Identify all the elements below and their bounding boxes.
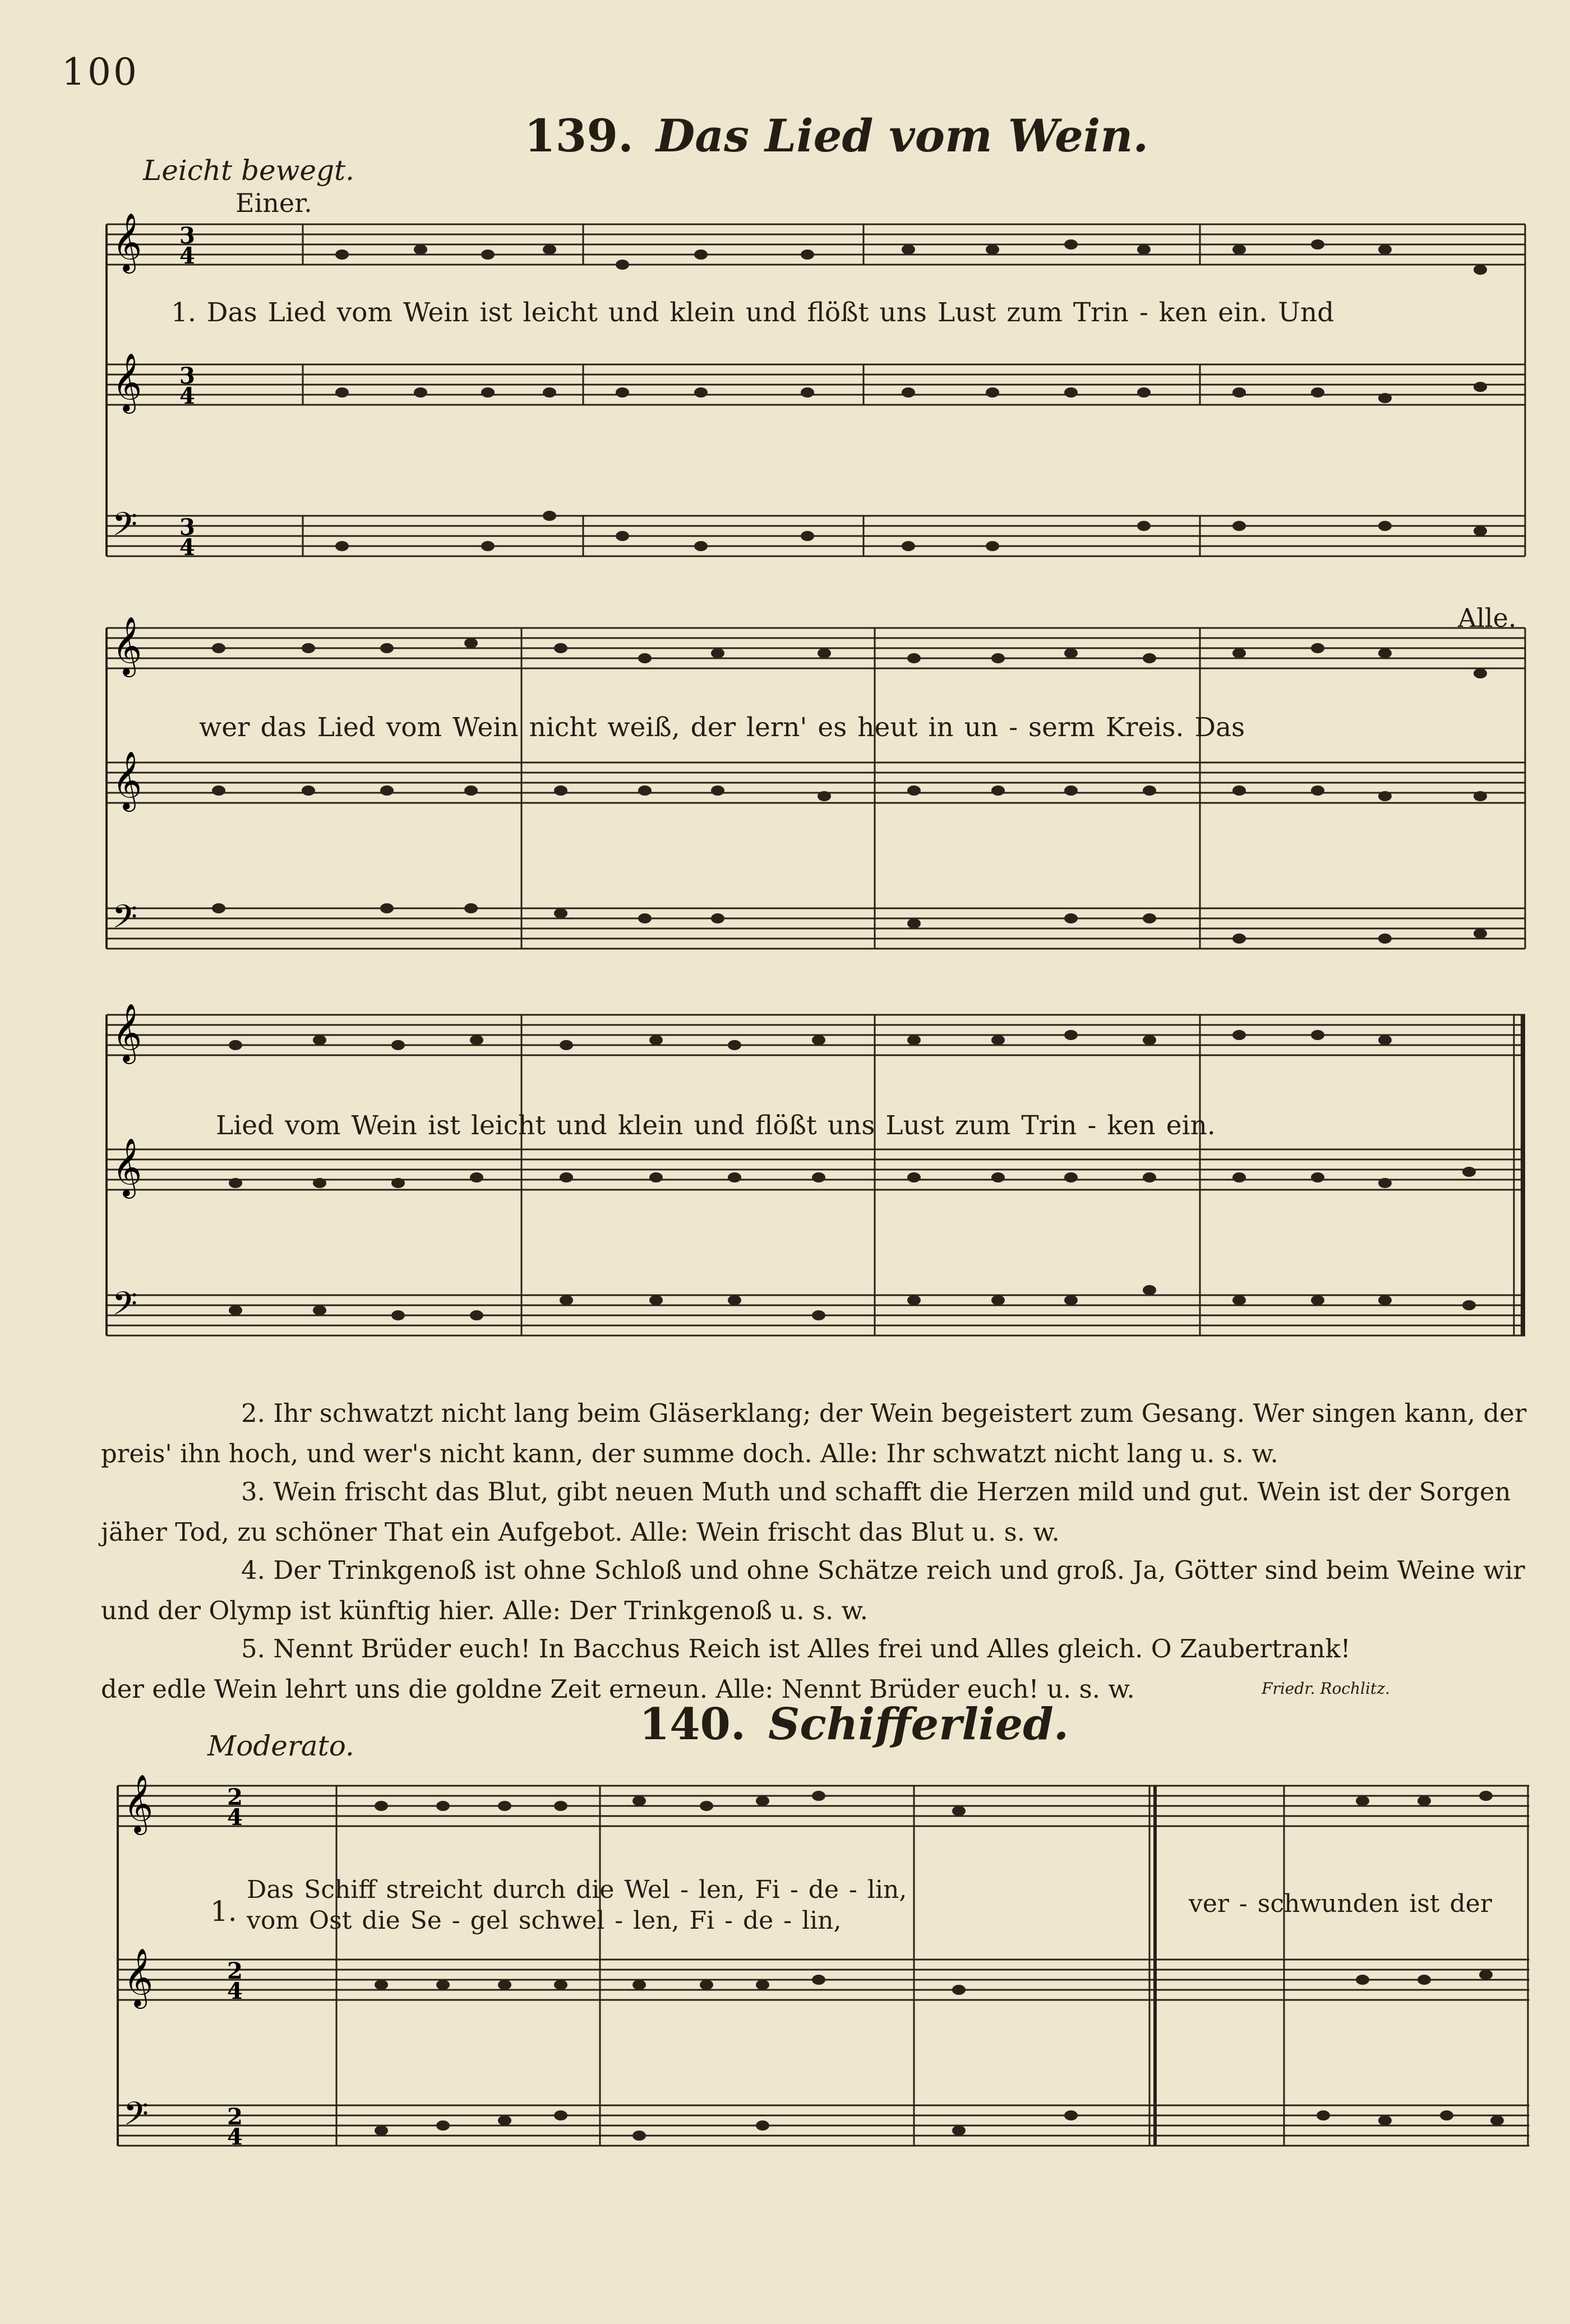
svg-text:4: 4 xyxy=(227,2124,243,2150)
tutti-label: Alle. xyxy=(1458,603,1517,633)
song-139-tempo: Leicht bewegt. xyxy=(143,154,354,187)
system-2 xyxy=(107,616,1525,949)
song-140-verse-number: 1. xyxy=(210,1895,237,1928)
svg-text:4: 4 xyxy=(227,1978,243,2004)
system-1 xyxy=(107,212,1525,561)
song-140-lyrics-c: ver - schwunden ist der xyxy=(1189,1889,1492,1918)
author-credit: Friedr. Rochlitz. xyxy=(1262,1679,1390,1698)
verse-4: 4. Der Trinkgenoß ist ohne Schloß und ohne Schätze reich und groß. Ja, Götter sind beim Weine wir und der Olymp ist künftig hier. Alle: Der Trinkgenoß u. s. w. xyxy=(101,1555,1525,1625)
svg-text:𝄢: 𝄢 xyxy=(112,898,138,944)
svg-text:2: 2 xyxy=(227,2104,243,2130)
song-140-tempo: Moderato. xyxy=(207,1730,354,1762)
song-139-name: Das Lied vom Wein. xyxy=(655,109,1149,162)
svg-text:𝄢: 𝄢 xyxy=(123,2095,149,2141)
svg-text:𝄞: 𝄞 xyxy=(112,1138,142,1196)
song-140-title xyxy=(639,1699,1069,1750)
svg-text:3: 3 xyxy=(179,514,195,540)
svg-text:𝄞: 𝄞 xyxy=(123,1948,154,2007)
svg-text:4: 4 xyxy=(179,383,195,409)
svg-text:4: 4 xyxy=(227,1804,243,1831)
svg-text:𝄞: 𝄞 xyxy=(112,353,142,412)
song-139-lyrics-line-3: Lied vom Wein ist leicht und klein und flößt uns Lust zum Trin - ken ein. xyxy=(216,1110,1216,1141)
verse-5: 5. Nennt Brüder euch! In Bacchus Reich ist Alles frei und Alles gleich. O Zaubertrank! der edle Wein lehrt uns die goldne Zeit erneun. Alle: Nennt Brüder euch! u. s. w. xyxy=(101,1634,1351,1704)
svg-text:2: 2 xyxy=(227,1958,243,1984)
verse-2: 2. Ihr schwatzt nicht lang beim Gläserklang; der Wein begeistert zum Gesang. Wer singen kann, der preis' ihn hoch, und wer's nicht kann, der summe doch. Alle: Ihr schwatzt nicht lang u. s. w. xyxy=(101,1398,1527,1468)
svg-text:4: 4 xyxy=(179,243,195,269)
svg-text:𝄞: 𝄞 xyxy=(112,751,142,810)
song-140-name: Schifferlied. xyxy=(768,1699,1069,1750)
svg-text:𝄢: 𝄢 xyxy=(112,505,138,551)
svg-text:3: 3 xyxy=(179,363,195,389)
svg-text:2: 2 xyxy=(227,1784,243,1810)
svg-text:3: 3 xyxy=(179,223,195,249)
svg-text:4: 4 xyxy=(179,534,195,561)
svg-text:𝄞: 𝄞 xyxy=(112,616,142,675)
song-139-lyrics-line-1: 1. Das Lied vom Wein ist leicht und klein und flößt uns Lust zum Trin - ken ein. Und xyxy=(171,297,1334,328)
svg-text:𝄞: 𝄞 xyxy=(112,1003,142,1062)
song-139-lyrics-line-2: wer das Lied vom Wein nicht weiß, der lern' es heut in un - serm Kreis. Das xyxy=(199,712,1245,743)
song-140-lyrics-b: vom Ost die Se - gel schwel - len, Fi - de - lin, xyxy=(247,1906,842,1935)
song-140-lyrics-a: Das Schiff streicht durch die Wel - len, Fi - de - lin, xyxy=(247,1875,907,1904)
song-139-number: 139. xyxy=(524,109,634,162)
solo-label: Einer. xyxy=(236,188,312,218)
svg-text:𝄞: 𝄞 xyxy=(123,1774,154,1833)
system-4 xyxy=(118,1774,1529,2150)
svg-text:𝄢: 𝄢 xyxy=(112,1285,138,1330)
system-3 xyxy=(107,1003,1525,1336)
song-140-number: 140. xyxy=(639,1699,746,1750)
svg-text:𝄞: 𝄞 xyxy=(112,212,142,271)
verse-3: 3. Wein frischt das Blut, gibt neuen Muth und schafft die Herzen mild und gut. Wein ist der Sorgen jäher Tod, zu schöner That ein Aufgebot. Alle: Wein frischt das Blut u. s. w. xyxy=(101,1477,1511,1547)
page-number: 100 xyxy=(62,50,139,94)
